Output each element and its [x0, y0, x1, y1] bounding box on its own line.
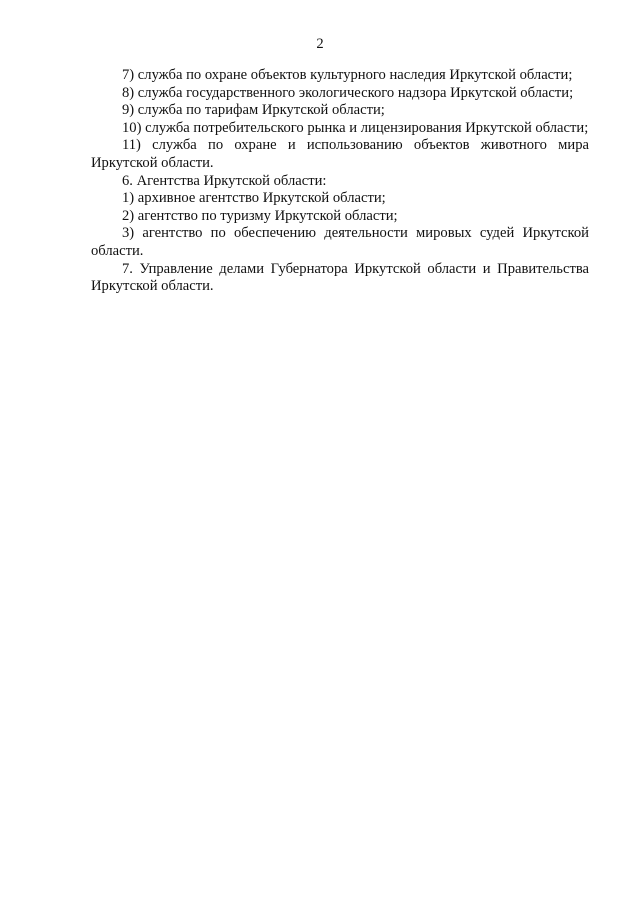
list-item: 1) архивное агентство Иркутской области; — [122, 190, 386, 207]
section-heading: 7. Управление делами Губернатора Иркутской области и Правительства Иркутской области. — [91, 260, 589, 295]
section-heading: 6. Агентства Иркутской области: — [122, 172, 327, 189]
list-item: 8) служба государственного экологического надзора Иркутской области; — [122, 84, 574, 101]
list-item: 2) агентство по туризму Иркутской области; — [122, 207, 398, 224]
list-item: 7) служба по охране объектов культурного наследия Иркутской области; — [122, 67, 573, 83]
document-body — [91, 67, 589, 296]
page-number: 2 — [316, 36, 324, 52]
list-item: 9) служба по тарифам Иркутской области; — [122, 102, 385, 119]
list-item: 11) служба по охране и использованию объектов животного мира Иркутской области. — [91, 137, 589, 171]
list-item: 10) служба потребительского рынка и лицензирования Иркутской области; — [122, 119, 589, 136]
list-item: 3) агентство по обеспечению деятельности мировых судей Иркутской области. — [91, 225, 589, 259]
